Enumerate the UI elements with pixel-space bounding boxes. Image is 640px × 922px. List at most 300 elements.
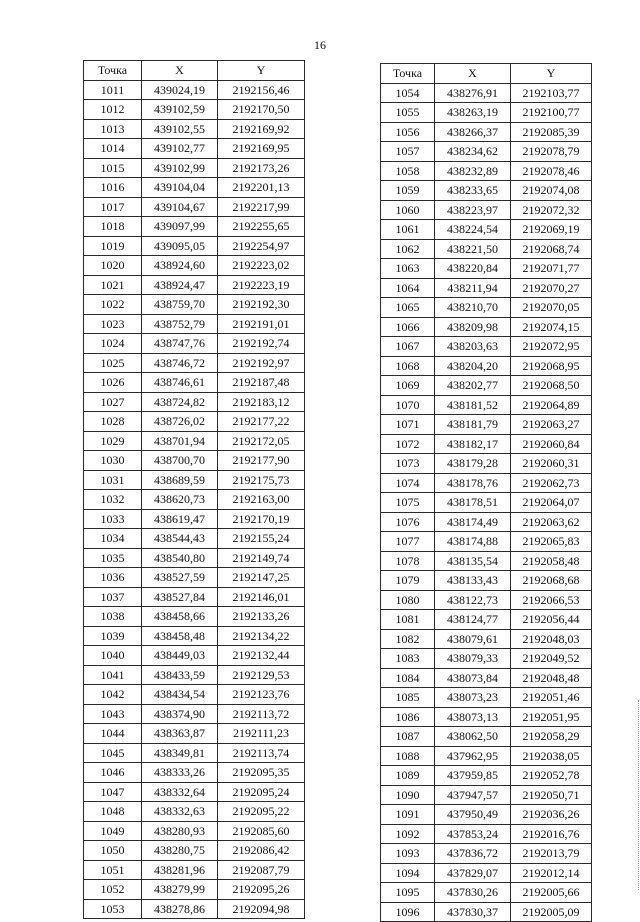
cell-y: 2192066,53 <box>511 590 592 610</box>
table-row <box>84 724 305 744</box>
table-row <box>84 821 305 841</box>
cell-x: 438210,70 <box>435 298 511 318</box>
cell-point: 1081 <box>381 610 435 630</box>
cell-x: 438233,65 <box>435 181 511 201</box>
table-row <box>381 649 592 669</box>
table-row <box>381 298 592 318</box>
table-row <box>84 314 305 334</box>
table-row <box>381 707 592 727</box>
cell-y: 2192192,30 <box>218 295 305 315</box>
table-row <box>84 704 305 724</box>
cell-x: 438449,03 <box>142 646 218 666</box>
cell-y: 2192063,27 <box>511 415 592 435</box>
table-header-row <box>84 61 305 81</box>
cell-x: 438220,84 <box>435 259 511 279</box>
cell-y: 2192169,95 <box>218 139 305 159</box>
cell-y: 2192146,01 <box>218 587 305 607</box>
cell-x: 438434,54 <box>142 685 218 705</box>
table-row <box>84 431 305 451</box>
cell-x: 438689,59 <box>142 470 218 490</box>
cell-x: 438752,79 <box>142 314 218 334</box>
cell-point: 1071 <box>381 415 435 435</box>
table-row <box>381 512 592 532</box>
cell-y: 2192060,84 <box>511 434 592 454</box>
cell-y: 2192086,42 <box>218 841 305 861</box>
cell-x: 439102,59 <box>142 100 218 120</box>
table-row <box>84 470 305 490</box>
cell-point: 1024 <box>84 334 142 354</box>
cell-x: 439095,05 <box>142 236 218 256</box>
cell-x: 438349,81 <box>142 743 218 763</box>
table-row <box>84 139 305 159</box>
cell-point: 1052 <box>84 880 142 900</box>
cell-point: 1027 <box>84 392 142 412</box>
cell-point: 1015 <box>84 158 142 178</box>
cell-y: 2192201,13 <box>218 178 305 198</box>
cell-y: 2192078,79 <box>511 142 592 162</box>
cell-y: 2192063,62 <box>511 512 592 532</box>
table-row <box>381 181 592 201</box>
cell-point: 1038 <box>84 607 142 627</box>
cell-y: 2192085,60 <box>218 821 305 841</box>
cell-y: 2192170,19 <box>218 509 305 529</box>
table-row <box>381 415 592 435</box>
cell-x: 438079,61 <box>435 629 511 649</box>
cell-x: 439104,67 <box>142 197 218 217</box>
cell-x: 438279,99 <box>142 880 218 900</box>
cell-point: 1030 <box>84 451 142 471</box>
cell-y: 2192056,44 <box>511 610 592 630</box>
cell-x: 438544,43 <box>142 529 218 549</box>
cell-x: 438179,28 <box>435 454 511 474</box>
cell-y: 2192038,05 <box>511 746 592 766</box>
cell-x: 437959,85 <box>435 766 511 786</box>
cell-y: 2192113,72 <box>218 704 305 724</box>
cell-point: 1011 <box>84 80 142 100</box>
cell-point: 1076 <box>381 512 435 532</box>
cell-x: 438234,62 <box>435 142 511 162</box>
cell-x: 438746,72 <box>142 353 218 373</box>
cell-point: 1073 <box>381 454 435 474</box>
cell-point: 1040 <box>84 646 142 666</box>
coordinates-table-right <box>380 63 592 922</box>
cell-point: 1045 <box>84 743 142 763</box>
table-row <box>381 863 592 883</box>
cell-x: 438181,79 <box>435 415 511 435</box>
table-row <box>84 256 305 276</box>
cell-point: 1036 <box>84 568 142 588</box>
cell-point: 1039 <box>84 626 142 646</box>
cell-x: 438174,49 <box>435 512 511 532</box>
table-row <box>381 395 592 415</box>
cell-y: 2192192,74 <box>218 334 305 354</box>
table-row <box>84 841 305 861</box>
cell-point: 1026 <box>84 373 142 393</box>
cell-point: 1046 <box>84 763 142 783</box>
cell-x: 438374,90 <box>142 704 218 724</box>
table-row <box>84 607 305 627</box>
cell-point: 1018 <box>84 217 142 237</box>
cell-x: 438224,54 <box>435 220 511 240</box>
table-row <box>84 236 305 256</box>
cell-y: 2192094,98 <box>218 899 305 919</box>
table-row <box>84 373 305 393</box>
cell-y: 2192016,76 <box>511 824 592 844</box>
cell-x: 438073,13 <box>435 707 511 727</box>
cell-point: 1048 <box>84 802 142 822</box>
cell-y: 2192012,14 <box>511 863 592 883</box>
cell-y: 2192217,99 <box>218 197 305 217</box>
cell-y: 2192134,22 <box>218 626 305 646</box>
cell-y: 2192192,97 <box>218 353 305 373</box>
cell-point: 1055 <box>381 103 435 123</box>
table-row <box>381 629 592 649</box>
cell-x: 438726,02 <box>142 412 218 432</box>
table-row <box>84 587 305 607</box>
table-row <box>84 782 305 802</box>
cell-x: 438135,54 <box>435 551 511 571</box>
table-row <box>381 493 592 513</box>
cell-point: 1066 <box>381 317 435 337</box>
table-row <box>381 746 592 766</box>
cell-x: 437829,07 <box>435 863 511 883</box>
cell-y: 2192051,46 <box>511 688 592 708</box>
table-row <box>84 392 305 412</box>
table-row <box>84 743 305 763</box>
cell-y: 2192255,65 <box>218 217 305 237</box>
table-row <box>381 317 592 337</box>
cell-y: 2192051,95 <box>511 707 592 727</box>
cell-point: 1077 <box>381 532 435 552</box>
cell-x: 438178,76 <box>435 473 511 493</box>
cell-point: 1064 <box>381 278 435 298</box>
table-row <box>381 727 592 747</box>
cell-y: 2192177,22 <box>218 412 305 432</box>
cell-y: 2192113,74 <box>218 743 305 763</box>
cell-point: 1072 <box>381 434 435 454</box>
cell-x: 437962,95 <box>435 746 511 766</box>
cell-y: 2192068,74 <box>511 239 592 259</box>
cell-x: 438924,47 <box>142 275 218 295</box>
table-row <box>381 473 592 493</box>
cell-y: 2192095,26 <box>218 880 305 900</box>
table-row <box>381 824 592 844</box>
cell-point: 1035 <box>84 548 142 568</box>
header-point: Точка <box>84 61 142 81</box>
cell-y: 2192071,77 <box>511 259 592 279</box>
cell-point: 1075 <box>381 493 435 513</box>
cell-point: 1031 <box>84 470 142 490</box>
cell-point: 1078 <box>381 551 435 571</box>
cell-point: 1017 <box>84 197 142 217</box>
cell-x: 438924,60 <box>142 256 218 276</box>
cell-point: 1016 <box>84 178 142 198</box>
cell-y: 2192062,73 <box>511 473 592 493</box>
header-x: X <box>142 61 218 81</box>
table-row <box>84 763 305 783</box>
table-row <box>84 353 305 373</box>
table-row <box>84 295 305 315</box>
table-row <box>381 766 592 786</box>
cell-x: 438458,48 <box>142 626 218 646</box>
cell-x: 437830,26 <box>435 883 511 903</box>
cell-point: 1070 <box>381 395 435 415</box>
cell-x: 438202,77 <box>435 376 511 396</box>
table-row <box>381 220 592 240</box>
cell-x: 438458,66 <box>142 607 218 627</box>
cell-point: 1067 <box>381 337 435 357</box>
cell-x: 437853,24 <box>435 824 511 844</box>
cell-point: 1012 <box>84 100 142 120</box>
cell-y: 2192172,05 <box>218 431 305 451</box>
cell-point: 1025 <box>84 353 142 373</box>
cell-y: 2192191,01 <box>218 314 305 334</box>
cell-y: 2192163,00 <box>218 490 305 510</box>
cell-y: 2192078,46 <box>511 161 592 181</box>
cell-x: 438540,80 <box>142 548 218 568</box>
cell-x: 438181,52 <box>435 395 511 415</box>
cell-point: 1087 <box>381 727 435 747</box>
cell-y: 2192175,73 <box>218 470 305 490</box>
cell-x: 438133,43 <box>435 571 511 591</box>
cell-x: 438079,33 <box>435 649 511 669</box>
cell-x: 439097,99 <box>142 217 218 237</box>
table-row <box>84 451 305 471</box>
cell-y: 2192147,25 <box>218 568 305 588</box>
cell-y: 2192095,22 <box>218 802 305 822</box>
table-row <box>84 490 305 510</box>
table-row <box>381 571 592 591</box>
coordinates-table-left <box>83 60 305 919</box>
cell-x: 437836,72 <box>435 844 511 864</box>
cell-y: 2192069,19 <box>511 220 592 240</box>
cell-x: 438746,61 <box>142 373 218 393</box>
cell-point: 1022 <box>84 295 142 315</box>
cell-point: 1088 <box>381 746 435 766</box>
page-number: 16 <box>314 38 326 52</box>
scan-edge-mark <box>637 700 639 890</box>
cell-y: 2192036,26 <box>511 805 592 825</box>
table-row <box>381 103 592 123</box>
cell-point: 1096 <box>381 902 435 922</box>
header-x: X <box>435 64 511 84</box>
cell-y: 2192100,77 <box>511 103 592 123</box>
table-row <box>381 532 592 552</box>
table-row <box>84 334 305 354</box>
cell-point: 1028 <box>84 412 142 432</box>
cell-x: 438701,94 <box>142 431 218 451</box>
table-row <box>381 259 592 279</box>
table-row <box>381 610 592 630</box>
cell-point: 1042 <box>84 685 142 705</box>
cell-point: 1074 <box>381 473 435 493</box>
table-row <box>84 685 305 705</box>
table-row <box>381 278 592 298</box>
cell-point: 1060 <box>381 200 435 220</box>
cell-y: 2192048,48 <box>511 668 592 688</box>
cell-point: 1069 <box>381 376 435 396</box>
cell-x: 438619,47 <box>142 509 218 529</box>
cell-y: 2192095,35 <box>218 763 305 783</box>
table-row <box>84 568 305 588</box>
cell-y: 2192085,39 <box>511 122 592 142</box>
cell-y: 2192065,83 <box>511 532 592 552</box>
cell-x: 438124,77 <box>435 610 511 630</box>
cell-y: 2192223,19 <box>218 275 305 295</box>
table-row <box>381 434 592 454</box>
cell-x: 438280,75 <box>142 841 218 861</box>
table-row <box>84 275 305 295</box>
cell-point: 1053 <box>84 899 142 919</box>
cell-point: 1092 <box>381 824 435 844</box>
cell-y: 2192058,48 <box>511 551 592 571</box>
table-row <box>84 217 305 237</box>
table-row <box>381 551 592 571</box>
cell-x: 438221,50 <box>435 239 511 259</box>
cell-point: 1037 <box>84 587 142 607</box>
table-row <box>381 668 592 688</box>
cell-y: 2192183,12 <box>218 392 305 412</box>
cell-y: 2192070,27 <box>511 278 592 298</box>
cell-x: 439102,99 <box>142 158 218 178</box>
cell-x: 438223,97 <box>435 200 511 220</box>
cell-y: 2192068,95 <box>511 356 592 376</box>
cell-y: 2192074,15 <box>511 317 592 337</box>
cell-x: 438433,59 <box>142 665 218 685</box>
cell-point: 1090 <box>381 785 435 805</box>
cell-point: 1079 <box>381 571 435 591</box>
cell-point: 1091 <box>381 805 435 825</box>
header-point: Точка <box>381 64 435 84</box>
cell-y: 2192048,03 <box>511 629 592 649</box>
table-row <box>84 665 305 685</box>
cell-point: 1094 <box>381 863 435 883</box>
cell-point: 1068 <box>381 356 435 376</box>
cell-x: 438759,70 <box>142 295 218 315</box>
cell-point: 1080 <box>381 590 435 610</box>
cell-point: 1043 <box>84 704 142 724</box>
table-row <box>381 785 592 805</box>
cell-x: 438209,98 <box>435 317 511 337</box>
cell-point: 1051 <box>84 860 142 880</box>
cell-y: 2192254,97 <box>218 236 305 256</box>
cell-point: 1083 <box>381 649 435 669</box>
cell-point: 1084 <box>381 668 435 688</box>
table-row <box>84 412 305 432</box>
cell-x: 438278,86 <box>142 899 218 919</box>
table-row <box>84 548 305 568</box>
cell-x: 438073,23 <box>435 688 511 708</box>
table-row <box>84 880 305 900</box>
cell-y: 2192133,26 <box>218 607 305 627</box>
cell-point: 1033 <box>84 509 142 529</box>
table-row <box>84 100 305 120</box>
table-row <box>381 122 592 142</box>
cell-x: 438204,20 <box>435 356 511 376</box>
table-row <box>84 158 305 178</box>
cell-point: 1089 <box>381 766 435 786</box>
cell-x: 438527,84 <box>142 587 218 607</box>
cell-x: 437947,57 <box>435 785 511 805</box>
cell-x: 438178,51 <box>435 493 511 513</box>
cell-point: 1056 <box>381 122 435 142</box>
cell-point: 1044 <box>84 724 142 744</box>
cell-x: 438333,26 <box>142 763 218 783</box>
cell-y: 2192068,50 <box>511 376 592 396</box>
cell-point: 1093 <box>381 844 435 864</box>
table-header-row <box>381 64 592 84</box>
table-row <box>84 529 305 549</box>
cell-y: 2192049,52 <box>511 649 592 669</box>
table-row <box>84 899 305 919</box>
cell-x: 439102,77 <box>142 139 218 159</box>
cell-y: 2192177,90 <box>218 451 305 471</box>
cell-x: 438211,94 <box>435 278 511 298</box>
table-row <box>381 142 592 162</box>
cell-x: 437830,37 <box>435 902 511 922</box>
table-row <box>84 802 305 822</box>
cell-point: 1085 <box>381 688 435 708</box>
cell-point: 1065 <box>381 298 435 318</box>
table-row <box>84 80 305 100</box>
cell-y: 2192005,09 <box>511 902 592 922</box>
cell-y: 2192103,77 <box>511 83 592 103</box>
cell-x: 438182,17 <box>435 434 511 454</box>
cell-point: 1063 <box>381 259 435 279</box>
cell-y: 2192170,50 <box>218 100 305 120</box>
cell-point: 1013 <box>84 119 142 139</box>
cell-y: 2192173,26 <box>218 158 305 178</box>
cell-x: 438527,59 <box>142 568 218 588</box>
table-row <box>381 883 592 903</box>
cell-y: 2192005,66 <box>511 883 592 903</box>
cell-x: 438363,87 <box>142 724 218 744</box>
cell-x: 438276,91 <box>435 83 511 103</box>
cell-y: 2192060,31 <box>511 454 592 474</box>
cell-x: 439024,19 <box>142 80 218 100</box>
cell-point: 1057 <box>381 142 435 162</box>
cell-point: 1041 <box>84 665 142 685</box>
table-row <box>84 197 305 217</box>
cell-y: 2192052,78 <box>511 766 592 786</box>
cell-point: 1047 <box>84 782 142 802</box>
cell-y: 2192074,08 <box>511 181 592 201</box>
cell-point: 1082 <box>381 629 435 649</box>
cell-x: 438332,63 <box>142 802 218 822</box>
table-row <box>84 860 305 880</box>
cell-y: 2192223,02 <box>218 256 305 276</box>
table-row <box>381 161 592 181</box>
cell-y: 2192072,32 <box>511 200 592 220</box>
cell-point: 1050 <box>84 841 142 861</box>
cell-point: 1058 <box>381 161 435 181</box>
table-row <box>381 805 592 825</box>
cell-x: 438232,89 <box>435 161 511 181</box>
cell-x: 438203,63 <box>435 337 511 357</box>
cell-x: 438174,88 <box>435 532 511 552</box>
table-row <box>84 626 305 646</box>
cell-y: 2192087,79 <box>218 860 305 880</box>
cell-x: 439102,55 <box>142 119 218 139</box>
cell-x: 439104,04 <box>142 178 218 198</box>
cell-y: 2192156,46 <box>218 80 305 100</box>
cell-y: 2192111,23 <box>218 724 305 744</box>
cell-point: 1095 <box>381 883 435 903</box>
cell-y: 2192187,48 <box>218 373 305 393</box>
cell-x: 438747,76 <box>142 334 218 354</box>
cell-y: 2192095,24 <box>218 782 305 802</box>
header-y: Y <box>218 61 305 81</box>
